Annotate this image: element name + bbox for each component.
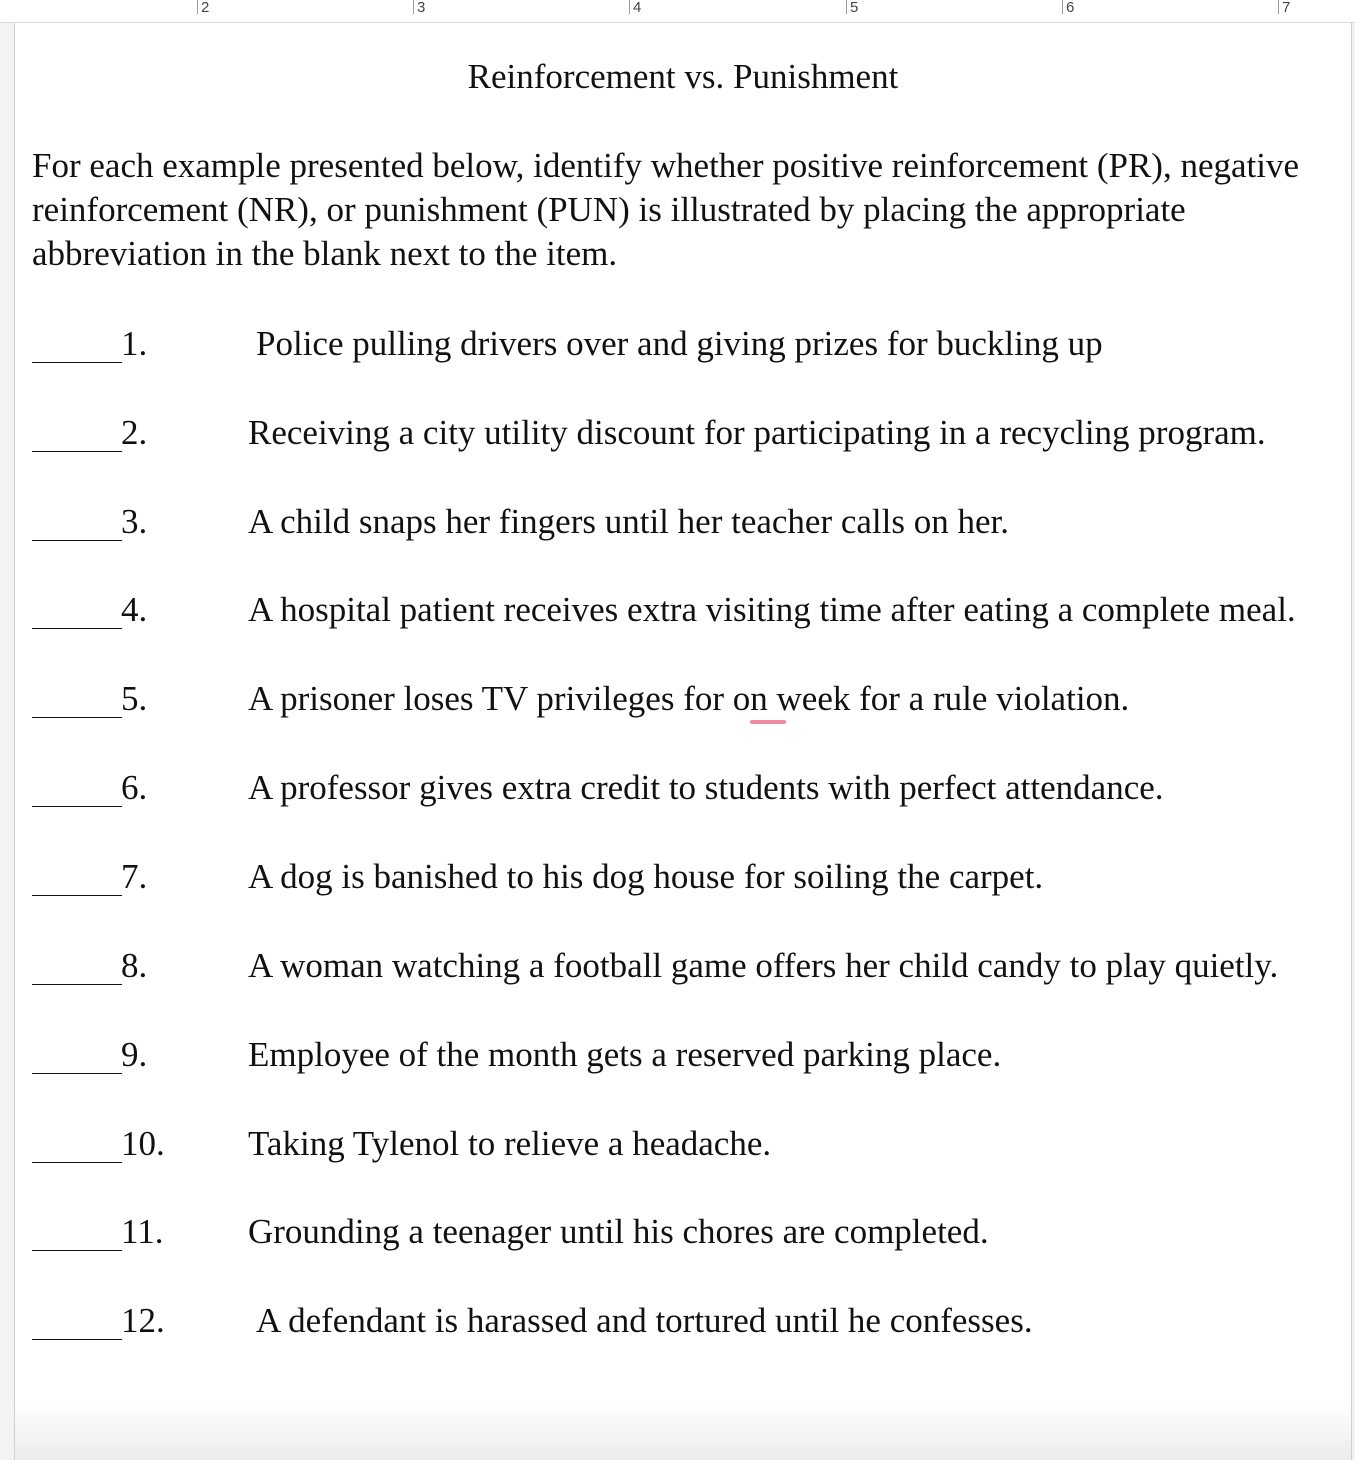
item-text: A defendant is harassed and tortured until he confesses. — [256, 1301, 1033, 1340]
item-text: Taking Tylenol to relieve a headache. — [248, 1124, 772, 1163]
list-item — [32, 677, 1351, 727]
item-number: 10. — [121, 1124, 165, 1163]
item-number: 3. — [121, 502, 148, 541]
list-item — [32, 855, 1351, 905]
list-item — [32, 944, 1351, 994]
item-text: Police pulling drivers over and giving prizes for buckling up — [256, 324, 1103, 363]
answer-blank[interactable] — [32, 628, 122, 629]
list-item — [32, 588, 1351, 638]
horizontal-ruler[interactable] — [0, 0, 1355, 23]
item-number: 1. — [121, 324, 148, 363]
list-item — [32, 1033, 1351, 1083]
item-number: 12. — [121, 1301, 165, 1340]
list-item — [32, 411, 1351, 461]
instructions-paragraph: For each example presented below, identify whether positive reinforcement (PR), negative reinforcement (NR), or punishment (PUN) is illustrated by placing the appropriate abbreviation in the blank next to the item. — [32, 146, 1300, 273]
answer-blank[interactable] — [32, 717, 122, 718]
list-item — [32, 500, 1351, 550]
answer-blank[interactable] — [32, 362, 122, 363]
item-number: 11. — [121, 1212, 164, 1251]
answer-blank[interactable] — [32, 806, 122, 807]
item-text: A hospital patient receives extra visiting time after eating a complete meal. — [248, 590, 1296, 629]
answer-blank[interactable] — [32, 1250, 122, 1251]
item-text: A child snaps her fingers until her teacher calls on her. — [248, 502, 1010, 541]
list-item — [32, 1299, 1351, 1349]
item-text: Grounding a teenager until his chores are completed. — [248, 1212, 989, 1251]
list-item — [32, 766, 1351, 816]
ruler-mark-2: 2 — [197, 0, 209, 14]
document-title: Reinforcement vs. Punishment — [467, 57, 899, 96]
item-number: 2. — [121, 413, 148, 452]
item-text: Receiving a city utility discount for participating in a recycling program. — [248, 413, 1266, 452]
list-item — [32, 1122, 1351, 1172]
answer-blank[interactable] — [32, 540, 122, 541]
item-number: 4. — [121, 590, 148, 629]
ruler-mark-3: 3 — [413, 0, 425, 14]
ruler-mark-6: 6 — [1062, 0, 1074, 14]
document-page[interactable] — [14, 23, 1352, 1460]
item-number: 9. — [121, 1035, 148, 1074]
spellcheck-underline[interactable] — [750, 720, 786, 724]
item-number: 7. — [121, 857, 148, 896]
list-item — [32, 1210, 1351, 1260]
item-text: A dog is banished to his dog house for soiling the carpet. — [248, 857, 1044, 896]
item-text: A prisoner loses TV privileges for on week for a rule violation. — [248, 679, 1130, 718]
ruler-mark-5: 5 — [846, 0, 858, 14]
item-text: Employee of the month gets a reserved parking place. — [248, 1035, 1002, 1074]
item-number: 8. — [121, 946, 148, 985]
answer-blank[interactable] — [32, 1073, 122, 1074]
item-number: 6. — [121, 768, 148, 807]
answer-blank[interactable] — [32, 895, 122, 896]
item-text: A woman watching a football game offers her child candy to play quietly. — [248, 946, 1279, 985]
answer-blank[interactable] — [32, 1339, 122, 1340]
answer-blank[interactable] — [32, 451, 122, 452]
answer-blank[interactable] — [32, 1162, 122, 1163]
answer-blank[interactable] — [32, 984, 122, 985]
ruler-mark-4: 4 — [629, 0, 641, 14]
list-item — [32, 322, 1351, 372]
item-text: A professor gives extra credit to students with perfect attendance. — [248, 768, 1164, 807]
page-bottom-shadow — [15, 1400, 1351, 1460]
ruler-mark-7: 7 — [1278, 0, 1290, 14]
item-number: 5. — [121, 679, 148, 718]
